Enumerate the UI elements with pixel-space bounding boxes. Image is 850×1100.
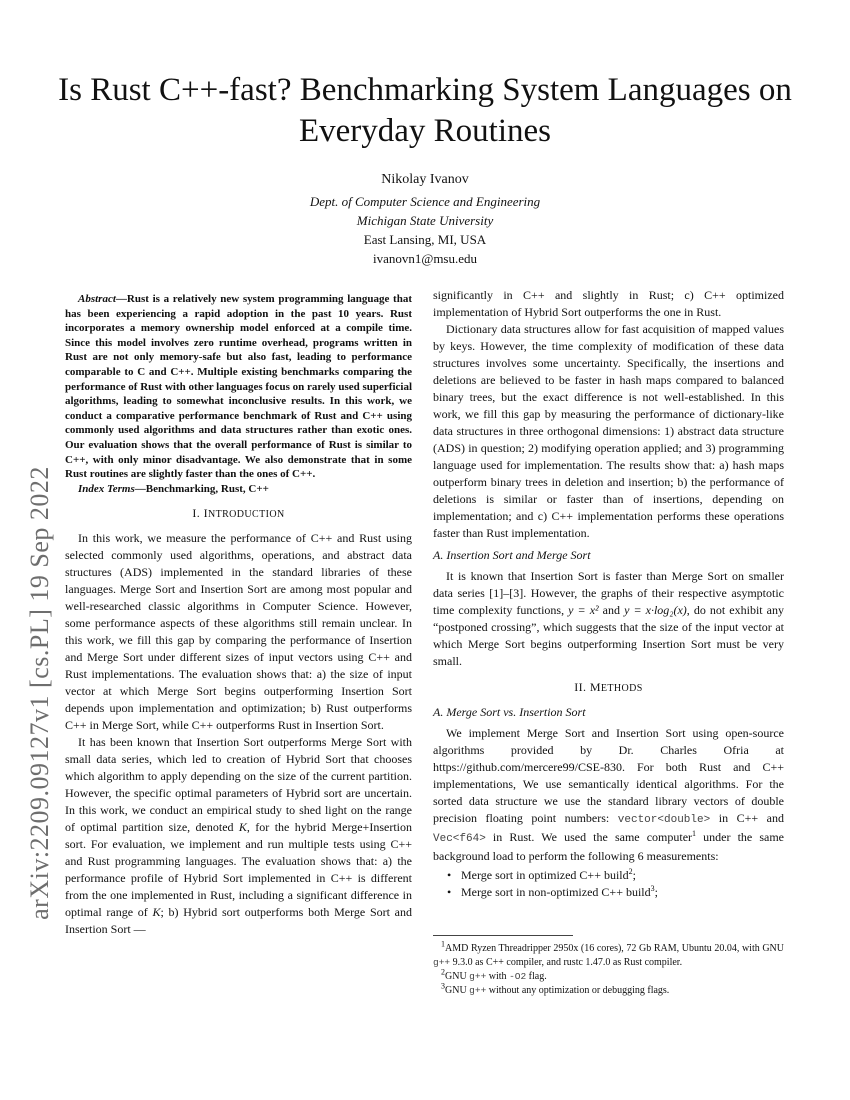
- math-x-squared: y = x²: [568, 603, 599, 617]
- left-column: [65, 292, 412, 938]
- intro-paragraph-2-continued: significantly in C++ and slightly in Rust; c) C++ optimized implementation of Hybrid Sort outperforms the one in Rust.: [433, 288, 784, 319]
- index-terms: [65, 482, 412, 497]
- subsection-heading-merge-vs-insertion: A. Merge Sort vs. Insertion Sort: [433, 705, 586, 719]
- code-vector-double: vector<double>: [617, 814, 711, 826]
- code-vec-f64: Vec<f64>: [433, 833, 486, 845]
- footnote-2: $^2$GNU g++ with -O2 flag.: [441, 967, 547, 982]
- author-block: [200, 170, 650, 268]
- footnote-ref-2[interactable]: 2: [628, 867, 633, 876]
- math-x-log-x: y = x·log₂(x): [624, 603, 687, 617]
- measurement-list: [433, 867, 784, 901]
- subsection-a-paragraph: It is known that Insertion Sort is faster than Merge Sort on smaller data series [1]–[3]. However, the graphs of their respective asymptotic time complexity functions, y = x² and y = x·log₂(x), do not exhibit any “postponed crossing”, which suggests that the size of the input vector at which Merge Sort begins outperforming Insertion Sort must be very small.: [433, 569, 785, 668]
- intro-paragraph-3: Dictionary data structures allow for fast acquisition of mapped values by keys. However, the time complexity of modification of these data structures involves some uncertainty. Specifically, the insertions and deletions are believed to be faster in hash maps compared to balanced binary trees, but the exact difference is not well-established. In this work, we fill this gap by measuring the performance of dictionary-like data structures in three orthogonal dimensions: 1) abstract data structure (ADS) in question; 2) modifying operation applied; and 3) programming language used for implementation. The results show that: a) hash maps outperform binary trees in deletion and insertion; b) the performance of deletions is similar or faster than of insertions, depending on implementation; and c) C++ implementation performs these operations faster than Rust implementation.: [433, 322, 784, 540]
- list-item: • Merge sort in optimized C++ build$^2$;: [461, 867, 784, 884]
- abstract-text: —Rust is a relatively new system programming language that has been experiencing a rapid adoption in the past 10 years. Rust incorporates a memory ownership model enforced at a compile time. Since this model involves zero runtime overhead, programs written in Rust are not only memory-safe but also fast, leading to performance comparable to C and C++. Multiple existing benchmarks comparing the performance of Rust with other languages focus on rarely used superficial algorithms, leading to somewhat inconclusive results. In this work, we conduct a comparative performance benchmark of Rust and C++ using commonly used algorithms and data structures rather than exotic ones. Our evaluation shows that the overall performance of Rust is similar to C++, with only minor disadvantage. We also demonstrate that in some Rust routines are slightly faster than the ones of C++.: [65, 293, 412, 481]
- paper-title: Is Rust C++-fast? Benchmarking System Languages on Everyday Routines: [58, 72, 792, 149]
- subsection-heading-insertion-merge: A. Insertion Sort and Merge Sort: [433, 548, 591, 562]
- author-email[interactable]: ivanovn1@msu.edu: [372, 251, 478, 266]
- footnote-ref-1[interactable]: 1: [692, 829, 697, 838]
- arxiv-stamp-text: arXiv:2209.09127v1 [cs.PL] 19 Sep 2022: [25, 466, 54, 920]
- author-university: Michigan State University: [356, 213, 494, 228]
- intro-paragraph-2: It has been known that Insertion Sort outperforms Merge Sort with small data series, which led to creation of Hybrid Sort that chooses which algorithm to apply depending on the size of the current partition. However, the specific optimal parameters of Hybrid sort are uncertain. In this work, we conduct an empirical study to shed light on the range of optimal partition size, denoted K, for the hybrid Merge+Insertion sort. For evaluation, we implement and run multiple tests using C++ and Rust programming languages. The evaluation shows that: a) the performance profile of Hybrid Sort implemented in C++ is different from the one implemented in Rust, including a significant difference in optimal range of K; b) Hybrid sort outperforms both Merge Sort and Insertion Sort —: [65, 735, 412, 937]
- methods-paragraph-1: We implement Merge Sort and Insertion Sort using open-source algorithms provided by Dr. Charles Ofria at https://github.com/mercere99/CSE-830. For both Rust and C++ implementations, We use semantically identical algorithms. For the sorted data structure we use the standard library vectors of double precision floating point numbers: vector<double> in C++ and Vec<f64> in Rust. We used the same computer$^1$ under the same background load to perform the following 6 measurements:: [433, 726, 785, 863]
- footnote-divider: [433, 935, 573, 936]
- author-dept: Dept. of Computer Science and Engineering: [309, 194, 541, 209]
- abstract-label: Abstract: [78, 293, 116, 305]
- section-heading-methods: II. METHODS: [574, 680, 643, 694]
- index-terms-text: —Benchmarking, Rust, C++: [134, 482, 269, 495]
- author-name: Nikolay Ivanov: [381, 172, 469, 187]
- right-column: [433, 287, 784, 901]
- index-terms-label: Index Terms: [78, 482, 135, 495]
- intro-paragraph-1: In this work, we measure the performance of C++ and Rust using selected commonly used algorithms, operations, and abstract data structures (ADS) implemented in the standard libraries of these languages. Merge Sort and Insertion Sort are among most popular and well-researched classic algorithms in Computer Science. However, some performance aspects of these algorithms still remain unclear. In this work, we fill this gap by comparing the performance of Insertion and Merge Sort under different sizes of input vectors using C++ and Rust implementations. The evaluation shows that: a) the size of input vector at which Merge Sort begins outperforming Insertion Sort depends upon implementation and optimization; b) Rust outperforms C++ in Merge Sort, while C++ outperforms Rust in Insertion Sort.: [65, 531, 412, 733]
- list-item: • Merge sort in non-optimized C++ build$^3$;: [461, 884, 784, 901]
- footnote-ref-3[interactable]: 3: [650, 884, 655, 893]
- footnote-3: $^3$GNU g++ without any optimization or debugging flags.: [441, 981, 670, 996]
- footnote-1: $^1$AMD Ryzen Threadripper 2950x (16 cores), 72 Gb RAM, Ubuntu 20.04, with GNU g++ 9.3.0 as C++ compiler, and rustc 1.47.0 as Rust compiler.: [433, 939, 784, 968]
- abstract: [65, 292, 412, 482]
- section-heading-introduction: I. INTRODUCTION: [192, 506, 285, 521]
- author-location: East Lansing, MI, USA: [363, 232, 487, 247]
